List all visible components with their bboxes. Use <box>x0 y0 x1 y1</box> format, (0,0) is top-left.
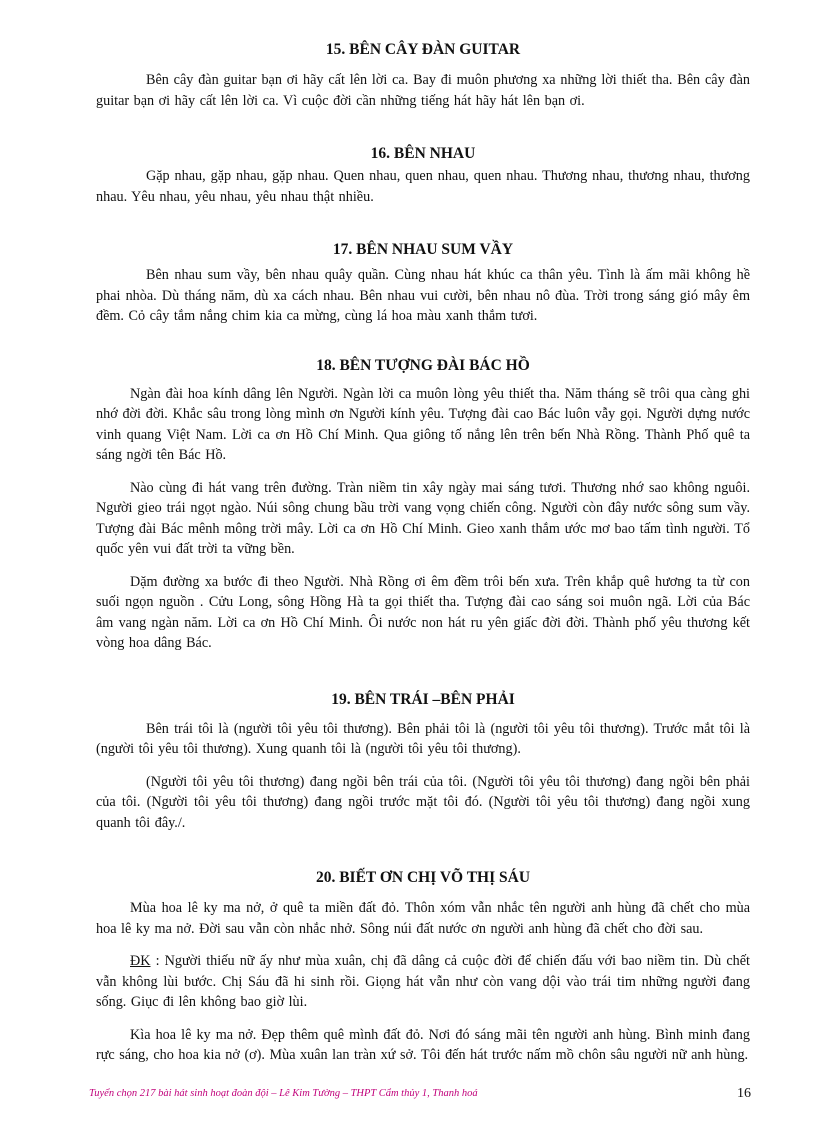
page-footer <box>89 1086 751 1108</box>
song-title: 20. BIẾT ƠN CHỊ VÕ THỊ SÁU <box>315 869 531 886</box>
chorus-label: ĐK <box>130 953 151 969</box>
page-number: 16 <box>737 1086 751 1101</box>
song-paragraph: Nào cùng đi hát vang trên đường. Tràn niềm tin xây ngày mai sáng tươi. Thương nhớ sao không nguôi. Người gieo trái ngọt ngào. Núi sông chung bầu trời vang vọng chiến công. Người còn đây nước sông sum vầy. Tượng đài Bác mênh mông trời mây. Lời ca ơn Hồ Chí Minh. Gieo xanh thắm ước mơ bao tấm tình người. Tổ quốc yên vui đất trời ta vững bền. <box>96 479 750 557</box>
song-title: 19. BÊN TRÁI –BÊN PHẢI <box>331 690 515 708</box>
chorus-paragraph: ĐK : Người thiếu nữ ấy như mùa xuân, chị đã dâng cả cuộc đời để chiến đấu với bao niềm tin. Dù chết vẫn không lùi bước. Chị Sáu đã hi sinh rồi. Giọng hát vẫn như còn vang dội vào trái tim những người đang sống. Giục đi lên không bao giờ lùi. <box>96 953 750 1010</box>
song-title: 16. BÊN NHAU <box>370 145 476 162</box>
song-paragraph: Ngàn đài hoa kính dâng lên Người. Ngàn lời ca muôn lòng yêu thiết tha. Năm tháng sẽ trôi qua càng ghi nhớ đời đời. Khắc sâu trong lòng mình ơn Người kính yêu. Tượng đài cao Bác luôn vẫy gọi. Người dựng nước vinh quang Việt Nam. Lời ca ơn Hồ Chí Minh. Qua giông tố nắng lên trên bến Nhà Rồng. Thành Phố quê ta sáng ngời tên Bác Hồ. <box>96 385 750 463</box>
song-paragraph: (Người tôi yêu tôi thương) đang ngồi bên trái của tôi. (Người tôi yêu tôi thương) đang ngồi bên phải của tôi. (Người tôi yêu tôi thương) đang ngồi trước mặt tôi đó. (Người tôi yêu tôi thương) đang ngồi xung quanh tôi đây./. <box>96 773 750 831</box>
song-paragraph: Gặp nhau, gặp nhau, gặp nhau. Quen nhau, quen nhau, quen nhau. Thương nhau, thương nhau, thương nhau. Yêu nhau, yêu nhau, yêu nhau thật nhiều. <box>96 168 750 205</box>
song-paragraph: Kìa hoa lê ky ma nở. Đẹp thêm quê mình đất đỏ. Nơi đó sáng mãi tên người anh hùng. Bình minh đang rực sáng, cho hoa kia nở (ơ). Mùa xuân lan tràn xứ sở. Tôi đến hát trước nấm mồ chôn sâu người nữ anh hùng. <box>96 1026 750 1063</box>
song-paragraph: Bên nhau sum vầy, bên nhau quây quần. Cùng nhau hát khúc ca thân yêu. Tình là ấm mãi không hề phai nhòa. Dù tháng năm, dù xa cách nhau. Bên nhau vui cười, bên nhau nô đùa. Trời trong sáng gió mây êm đềm. Cỏ cây tắm nắng chim kia ca mừng, cùng lá hoa màu xanh thắm tươi. <box>96 267 750 324</box>
song-paragraph: Bên cây đàn guitar bạn ơi hãy cất lên lời ca. Bay đi muôn phương xa những lời thiết tha. Bên cây đàn guitar bạn ơi hãy cất lên lời ca. Vì cuộc đời cần những tiếng hát hãy hát lên bạn ơi. <box>96 72 750 109</box>
song-title: 18. BÊN TƯỢNG ĐÀI BÁC HỒ <box>316 356 530 374</box>
song-paragraph: Dặm đường xa bước đi theo Người. Nhà Rồng ơi êm đềm trôi bến xưa. Trên khắp quê hương ta từ con suối ngọn nguồn . Cửu Long, sông Hồng Hà ta gọi thiết tha. Tượng đài cao sáng soi muôn ngã. Lời của Bác âm vang ngàn năm. Lời ca ơn Hồ Chí Minh. Ôi nước non hát ru yên giấc đời đời. Thành phố yêu thương kết vòng hoa dâng Bác. <box>96 573 750 651</box>
song-paragraph: Bên trái tôi là (người tôi yêu tôi thương). Bên phải tôi là (người tôi yêu tôi thương). Trước mắt tôi là (người tôi yêu tôi thương). Xung quanh tôi là (người tôi yêu tôi thương). <box>96 720 750 757</box>
song-title: 17. BÊN NHAU SUM VẦY <box>332 241 514 258</box>
chorus-text: Người thiếu nữ ấy như mùa xuân, chị đã dâng cả cuộc đời để chiến đấu với bao niềm tin. Dù chết vẫn không lùi bước. Chị Sáu đã hi sinh rồi. Giọng hát vẫn như còn vang dội vào trái tim những người đang sống. Giục đi lên không bao giờ lùi. <box>96 953 750 1010</box>
song-title: 15. BÊN CÂY ĐÀN GUITAR <box>325 41 521 58</box>
document-page <box>96 40 750 1066</box>
footer-text: Tuyển chọn 217 bài hát sinh hoạt đoàn đội – Lê Kim Tường – THPT Cẩm thủy 1, Thanh hoá <box>89 1088 478 1099</box>
song-paragraph: Mùa hoa lê ky ma nở, ở quê ta miền đất đỏ. Thôn xóm vẫn nhắc tên người anh hùng đã chết cho mùa hoa lê ky ma nở. Đời sau vẫn còn nhắc nhở. Sông núi đất nước ơn người anh hùng đã chết cho đời sau. <box>96 900 750 937</box>
